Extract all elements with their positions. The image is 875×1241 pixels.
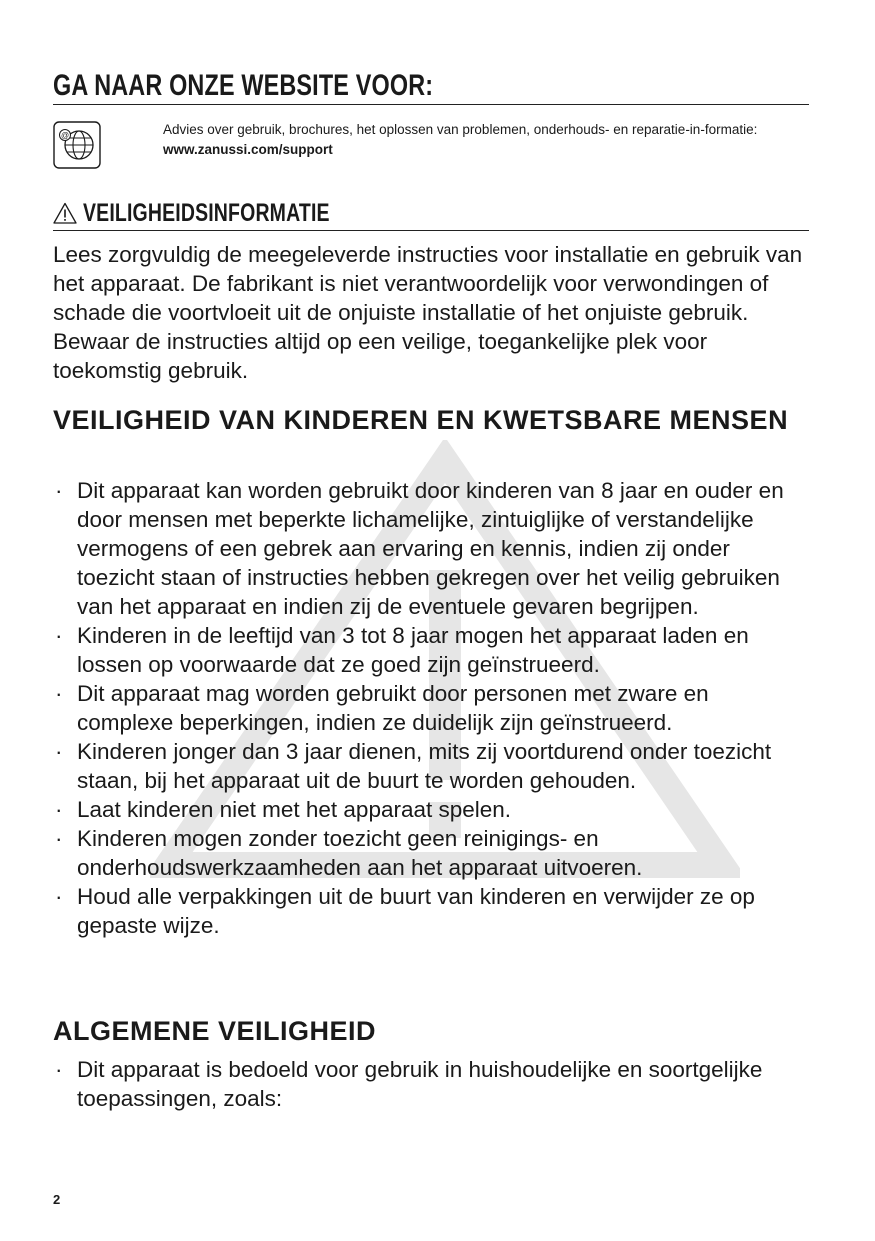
list-item: · Houd alle verpakkingen uit de buurt van kinderen en verwijder ze op gepaste wijze. bbox=[53, 882, 809, 940]
website-heading: GA NAAR ONZE WEBSITE VOOR: bbox=[53, 69, 434, 102]
safety-intro: Lees zorgvuldig de meegeleverde instructies voor installatie en gebruik van het apparaat. De fabrikant is niet verantwoordelijk voor verwondingen of schade die voortvloeit uit de onjuiste installatie of het onjuiste gebruik. Bewaar de instructies altijd op een veilige, toegankelijke plek voor toekomstig gebruik. bbox=[53, 242, 803, 383]
list-item: · Dit apparaat is bedoeld voor gebruik in huishoudelijke en soortgelijke toepassingen, zoals: bbox=[53, 1055, 809, 1113]
list-item: · Kinderen mogen zonder toezicht geen reinigings- en onderhoudswerkzaamheden aan het apparaat uitvoeren. bbox=[53, 824, 809, 882]
general-safety-heading: ALGEMENE VEILIGHEID bbox=[53, 1016, 377, 1046]
support-link[interactable]: www.zanussi.com/support bbox=[163, 142, 333, 157]
children-safety-heading: VEILIGHEID VAN KINDEREN EN KWETSBARE MENSEN bbox=[53, 405, 789, 435]
divider bbox=[53, 230, 809, 231]
page-number: 2 bbox=[53, 1192, 61, 1207]
warning-triangle-icon bbox=[53, 202, 77, 224]
safety-title: VEILIGHEIDSINFORMATIE bbox=[83, 199, 330, 227]
safety-heading bbox=[53, 197, 399, 229]
general-safety-list bbox=[53, 1055, 809, 1113]
list-item: · Dit apparaat mag worden gebruikt door personen met zware en complexe beperkingen, indien ze duidelijk zijn geïnstrueerd. bbox=[53, 679, 809, 737]
list-item: · Kinderen jonger dan 3 jaar dienen, mits zij voortdurend onder toezicht staan, bij het apparaat uit de buurt te worden gehouden. bbox=[53, 737, 809, 795]
web-support-icon bbox=[53, 121, 101, 169]
list-item: · Kinderen in de leeftijd van 3 tot 8 jaar mogen het apparaat laden en lossen op voorwaarde dat ze goed zijn geïnstrueerd. bbox=[53, 621, 809, 679]
list-item: · Laat kinderen niet met het apparaat spelen. bbox=[53, 795, 809, 824]
list-item: · Dit apparaat kan worden gebruikt door kinderen van 8 jaar en ouder en door mensen met beperkte lichamelijke, zintuiglijke of verstandelijke vermogens of een gebrek aan ervaring en kennis, indien zij onder toezicht staan of instructies hebben gekregen over het veilig gebruiken van het apparaat en indien zij de eventuele gevaren begrijpen. bbox=[53, 476, 809, 621]
divider bbox=[53, 104, 809, 105]
children-safety-list bbox=[53, 476, 809, 940]
website-description: Advies over gebruik, brochures, het oplossen van problemen, onderhouds- en reparatie-in-formatie: bbox=[163, 122, 758, 137]
svg-text:@: @ bbox=[60, 131, 70, 140]
website-info bbox=[163, 120, 803, 160]
